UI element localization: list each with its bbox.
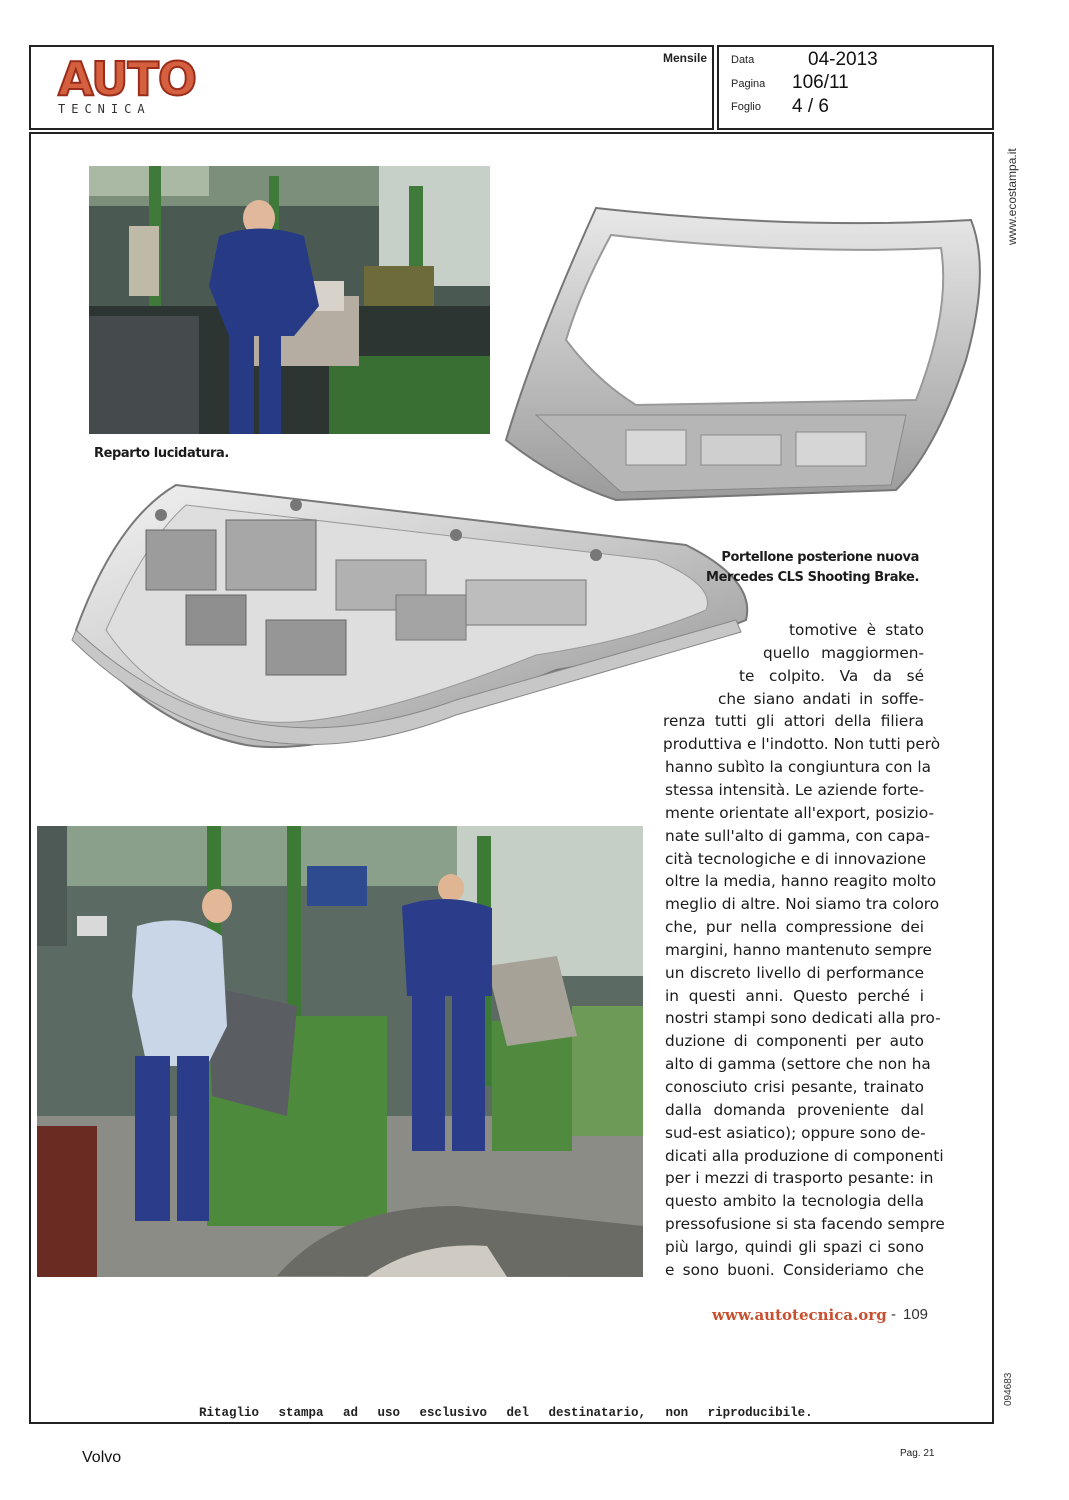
article-line: in questi anni. Questo perché i xyxy=(665,986,924,1005)
meta-label-sheet: Foglio xyxy=(731,101,761,113)
article-line: conosciuto crisi pesante, trainato xyxy=(665,1078,924,1096)
side-source-url: www.ecostampa.it xyxy=(1005,148,1019,245)
article-line: che, pur nella compressione dei xyxy=(665,918,924,937)
article-line: dalla domanda proveniente dal xyxy=(665,1100,924,1119)
article-line: dicati alla produzione di componenti xyxy=(665,1146,944,1165)
clipping-disclaimer: Ritaglio stampa ad uso esclusivo del destinatario, non riproducibile. xyxy=(199,1406,813,1420)
footer-site-url[interactable]: www.autotecnica.org xyxy=(712,1306,887,1324)
caption-tailgate-line2: Mercedes CLS Shooting Brake. xyxy=(706,570,919,585)
footer-page-number: 109 xyxy=(903,1306,929,1323)
article-line: per i mezzi di trasporto pesante: in xyxy=(665,1169,934,1188)
article-line: renza tutti gli attori della filiera xyxy=(663,712,924,731)
article-line: margini, hanno mantenuto sempre xyxy=(665,940,932,959)
article-line: te colpito. Va da sé xyxy=(739,666,924,685)
caption-tailgate xyxy=(659,548,919,588)
document-page-label: Pag. 21 xyxy=(900,1448,935,1459)
article-line: sud-est asiatico); oppure sono de- xyxy=(665,1123,926,1142)
meta-value-page: 106/11 xyxy=(792,72,849,93)
side-clipping-code: 094683 xyxy=(1003,1372,1014,1406)
article-line: alto di gamma (settore che non ha xyxy=(665,1055,931,1074)
footer-separator: - xyxy=(891,1306,896,1323)
autotecnica-logo xyxy=(58,52,197,116)
article-line: meglio di altre. Noi siamo tra coloro xyxy=(665,895,940,914)
article-line: quello maggiormen- xyxy=(763,643,924,662)
article-line: che siano andati in soffe- xyxy=(718,689,924,708)
article-line: pressofusione si sta facendo sempre xyxy=(665,1215,945,1234)
article-line: stessa intensità. Le aziende forte- xyxy=(665,780,925,799)
article-line: nostri stampi sono dedicati alla pro- xyxy=(665,1009,941,1028)
publication-frequency: Mensile xyxy=(663,51,708,65)
article-line: mente orientate all'export, posizio- xyxy=(665,803,935,822)
article-line: un discreto livello di performance xyxy=(665,963,924,982)
article-line: tomotive è stato xyxy=(789,621,924,639)
article-line: cità tecnologiche e di innovazione xyxy=(665,849,926,868)
caption-tailgate-line1: Portellone posterione nuova xyxy=(721,550,919,565)
article-line: più largo, quindi gli spazi ci sono xyxy=(665,1237,924,1256)
article-line: e sono buoni. Consideriamo che xyxy=(665,1260,924,1279)
article-line: produttiva e l'indotto. Non tutti però xyxy=(663,735,941,754)
article-line: oltre la media, hanno reagito molto xyxy=(665,872,937,891)
article-line: questo ambito la tecnologia della xyxy=(665,1192,924,1211)
client-name: Volvo xyxy=(82,1449,122,1466)
article-line: nate sull'alto di gamma, con capa- xyxy=(665,826,931,845)
meta-value-date: 04-2013 xyxy=(808,49,878,70)
meta-value-sheet: 4 / 6 xyxy=(792,96,829,117)
logo-main-text: AUTO xyxy=(58,52,197,106)
meta-label-date: Data xyxy=(731,54,755,66)
article-line: hanno subìto la congiuntura con la xyxy=(665,758,931,777)
article-line: duzione di componenti per auto xyxy=(665,1032,924,1051)
meta-label-page: Pagina xyxy=(731,78,766,90)
logo-sub-text: TECNICA xyxy=(58,102,151,116)
caption-top-photo: Reparto lucidatura. xyxy=(94,446,229,461)
photo-workshop xyxy=(37,826,643,1277)
